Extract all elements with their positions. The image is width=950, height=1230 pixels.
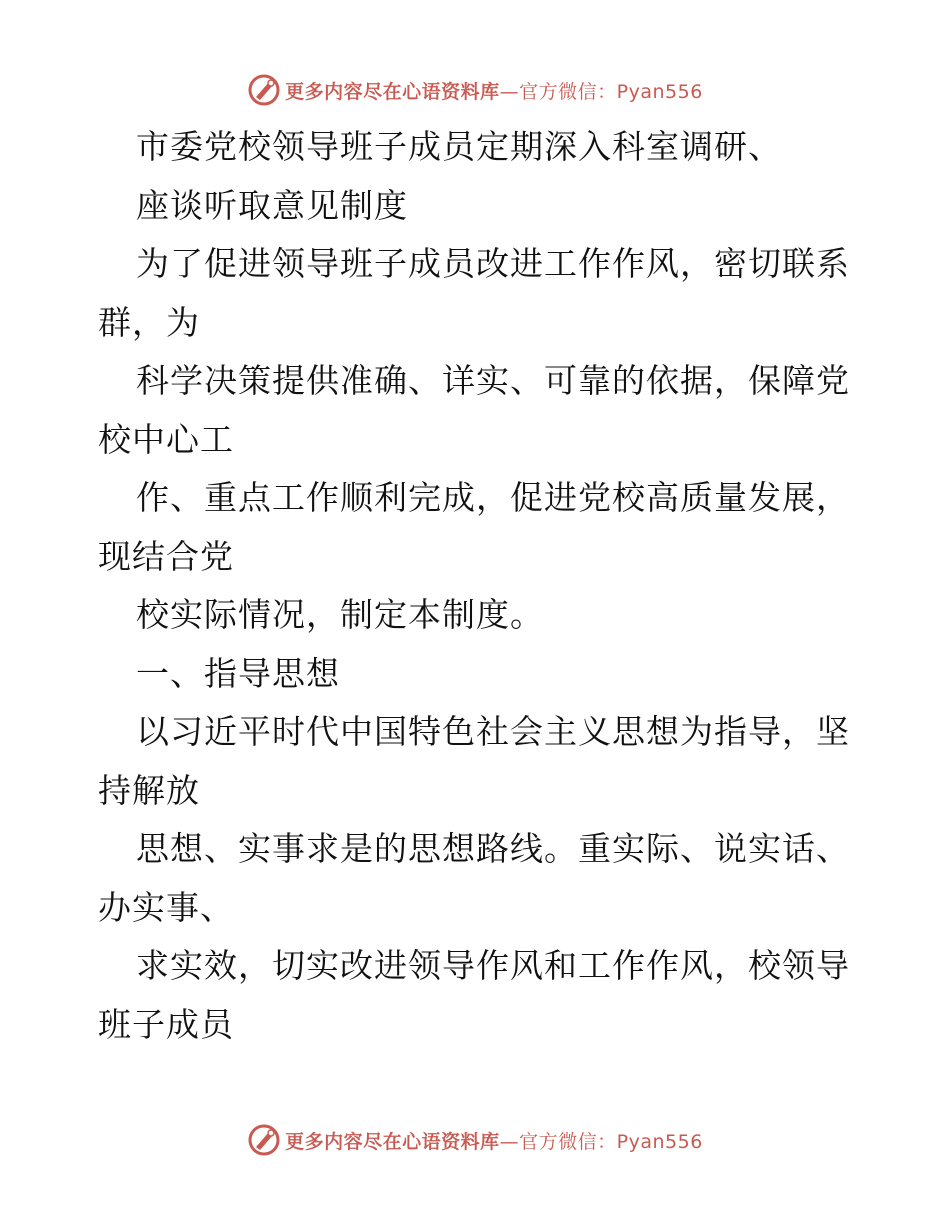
brush-logo-icon [247, 73, 281, 107]
document-body [98, 118, 858, 1054]
brush-logo-icon [247, 1123, 281, 1157]
text-line: 求实效，切实改进领导作风和工作作风，校领导 [136, 946, 850, 985]
text-line: 校中心工 [98, 419, 234, 459]
text-line: 为了促进领导班子成员改进工作作风，密切联系 [136, 244, 850, 283]
text-line: 市委党校领导班子成员定期深入科室调研、 [136, 127, 782, 166]
text-line: 班子成员 [98, 1004, 234, 1044]
text-line: 思想、实事求是的思想路线。重实际、说实话、 [136, 829, 850, 868]
text-line: 科学决策提供准确、详实、可靠的依据，保障党 [136, 361, 850, 400]
text-line: 以习近平时代中国特色社会主义思想为指导，坚 [136, 712, 850, 751]
watermark-text: 更多内容尽在心语资料库—官方微信：Pyan556 [285, 80, 703, 103]
text-line: 一、指导思想 [136, 653, 340, 693]
text-line: 持解放 [98, 770, 200, 810]
text-line: 办实事、 [98, 887, 234, 927]
text-line: 作、重点工作顺利完成，促进党校高质量发展， [136, 478, 850, 517]
text-line: 现结合党 [98, 536, 234, 576]
footer-watermark [0, 1120, 950, 1160]
text-line: 群，为 [98, 302, 200, 342]
text-line: 校实际情况，制定本制度。 [136, 595, 544, 634]
text-line: 座谈听取意见制度 [136, 185, 408, 225]
watermark-text: 更多内容尽在心语资料库—官方微信：Pyan556 [285, 1130, 703, 1153]
header-watermark [0, 70, 950, 110]
